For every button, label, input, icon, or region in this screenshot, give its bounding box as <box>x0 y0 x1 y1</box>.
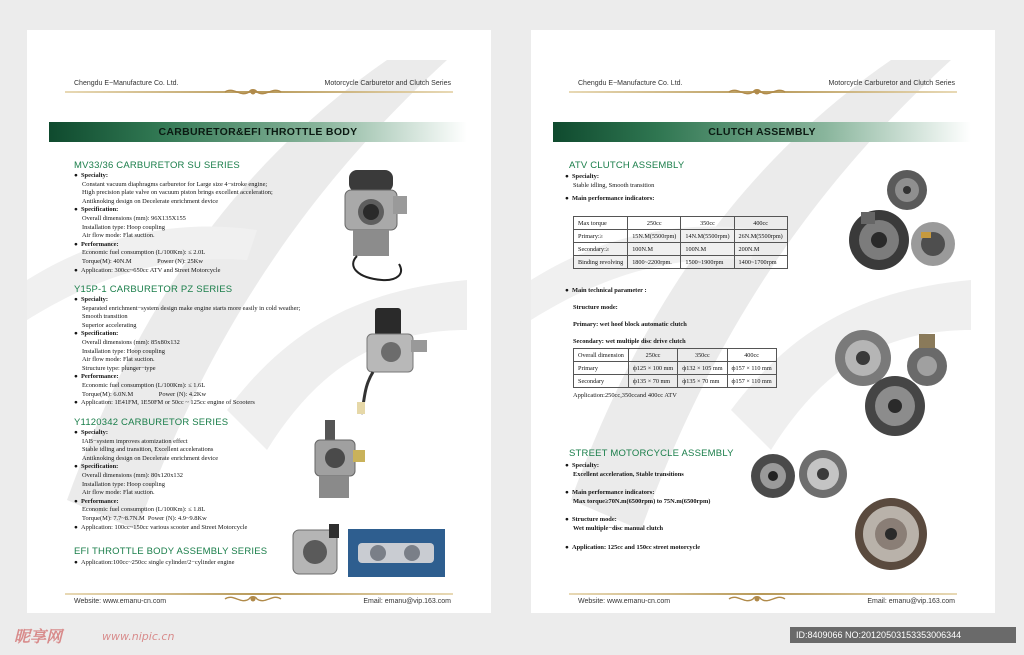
spec-line: Primary: wet hoof block automatic clutch <box>573 321 687 328</box>
table-cell: ф135 × 70 mm <box>628 375 677 388</box>
left-brochure-page <box>27 30 491 613</box>
footer-email: Email: emanu@vip.163.com <box>363 598 451 605</box>
series-name: Motorcycle Carburetor and Clutch Series <box>828 80 955 87</box>
spec-label: Structure mode: <box>572 516 617 524</box>
table-cell: 14N.M(5500rpm) <box>681 230 734 243</box>
ornament-icon <box>223 86 283 98</box>
efi-throttle-body-image <box>289 520 341 588</box>
table-cell: 250cc <box>628 217 681 230</box>
spec-list: ● Specialty: Constant vacuum diaphragms carburetor for Large size 4−stroke engine; High precision plate valve on vacuum piston brings excellent acceleration; Antiknoking design on Decelerate enrichment device ● Specification: Overall dimensions (mm): 96X135X155 Installation type: Hoop coupling Air flow mode: Flat suction. ● Performance: Economic fuel consumption (L/100Km): ≤ 2.0L Torque(M): 40N.M Power (N): 25Kw ● Application: 300cc~650cc ATV and Street Motorcycle <box>74 172 354 275</box>
atv-clutch-parts-image <box>829 330 953 438</box>
spec-line: Structure type: plunger−type <box>82 364 156 372</box>
table-row <box>574 375 777 388</box>
spec-line: Superior accelerating <box>82 321 137 329</box>
throttle-body-icon <box>348 529 445 577</box>
table-cell: 1400~1700rpm <box>734 256 787 269</box>
spec-line: Application: 125cc and 150cc street motorcycle <box>572 543 701 551</box>
spec-list: ● Application:100cc~250cc single cylinder/2−cylinder engine <box>74 559 235 566</box>
spec-line: Application: 300cc~650cc ATV and Street Motorcycle <box>81 266 221 274</box>
spec-line: Economic fuel consumption (L/100Km): ≤ 1.8L <box>82 506 206 514</box>
table-cell: 1500~1900rpm <box>681 256 734 269</box>
spec-list: ● Specialty: Excellent acceleration, Stable transitions ● Main performance indicators: Max torque≥70N.m(6500rpm) to 75N.m(6500rpm) ● Structure mode: Wet multiple−disc manual clutch ● Application: 125cc and 150cc street motorcycle <box>565 462 825 552</box>
nipic-watermark-url: www.nipic.cn <box>102 630 175 643</box>
table-cell: 250cc <box>628 349 677 362</box>
spec-line: Installation type: Hoop coupling <box>82 223 165 231</box>
spec-label: Main performance indicators: <box>572 489 655 497</box>
street-clutch-assembly-image <box>853 496 929 572</box>
spec-line: Antiknoking design on Decelerate enrichment device <box>82 454 219 462</box>
performance-table <box>573 216 788 269</box>
spec-line: Stable idling and transition, Excellent accelerations <box>82 446 214 454</box>
nipic-watermark-logo: 昵享网 <box>14 627 63 646</box>
table-cell: ф135 × 70 mm <box>678 375 727 388</box>
table-cell: 100N.M <box>681 243 734 256</box>
table-row <box>574 349 777 362</box>
spec-line: Constant vacuum diaphragms carburetor for Large size 4−stroke engine; <box>82 180 268 188</box>
spec-line: High precision plate valve on vacuum piston brings excellent acceleration; <box>82 189 273 197</box>
table-cell: Binding revolving <box>574 256 628 269</box>
table-cell: 350cc <box>681 217 734 230</box>
spec-line: Application: 1E41FM, 1E50FM or 50cc ~ 125cc engine of Scooters <box>81 399 255 407</box>
table-row <box>574 256 788 269</box>
footer-email: Email: emanu@vip.163.com <box>867 598 955 605</box>
ornament-icon <box>727 86 787 98</box>
company-name: Chengdu E−Manufacture Co. Ltd. <box>74 80 179 87</box>
image-id-bar <box>790 627 1016 643</box>
table-row <box>574 362 777 375</box>
table-cell: ф132 × 105 mm <box>678 362 727 375</box>
spec-line: Application: 100cc~150cc various scooter and Street Motorcycle <box>81 523 248 531</box>
spec-line: Torque(M): 7.7~8.7N.M Power (N): 4.9~9.8Kw <box>82 514 207 522</box>
table-row <box>574 230 788 243</box>
table-cell: Secondary:≥ <box>574 243 628 256</box>
carburetor-pz-image <box>353 302 439 420</box>
application-line: Application:250cc,350ccand 400cc ATV <box>573 392 677 399</box>
spec-line: Torque(M): 40N.M Power (N): 25Kw <box>82 257 203 265</box>
table-row <box>574 243 788 256</box>
spec-list: ● Specialty: IAB−system improves atomization effect Stable idling and transition, Excellent accelerations Antiknoking design on Decelerate enrichment device ● Specification: Overall dimensions (mm): 80x120x132 Installation type: Hoop coupling Air flow mode: Flat suction. ● Performance: Economic fuel consumption (L/100Km): ≤ 1.8L Torque(M): 7.7~8.7N.M Power (N): 4.9~9.8Kw ● Application: 100cc~150cc various scooter and Street Motorcycle <box>74 429 354 532</box>
spec-line: Overall dimensions (mm): 96X135X155 <box>82 214 186 222</box>
series-name: Motorcycle Carburetor and Clutch Series <box>324 80 451 87</box>
spec-line: Performance: <box>81 373 119 381</box>
table-cell: 400cc <box>727 349 776 362</box>
spec-line: Antiknoking design on Decelerate enrichment device <box>82 197 219 205</box>
table-cell: 15N.M(5500rpm) <box>628 230 681 243</box>
spec-line: Installation type: Hoop coupling <box>82 347 165 355</box>
spec-list: ● Main technical parameter : Structure mode: Primary: wet hoof block automatic clutch Secondary: wet multiple disc drive clutch <box>565 282 825 350</box>
street-clutch-pair-image <box>749 444 849 500</box>
throttle-body-photo <box>348 529 445 577</box>
ornament-icon <box>223 593 283 605</box>
spec-label: Specialty: <box>572 173 599 180</box>
company-name: Chengdu E−Manufacture Co. Ltd. <box>578 80 683 87</box>
table-cell: Overall dimension <box>574 349 629 362</box>
right-brochure-page <box>531 30 995 613</box>
spec-line: Secondary: wet multiple disc drive clutch <box>573 338 686 345</box>
atv-clutch-image <box>847 168 959 274</box>
spec-line: Air flow mode: Flat suction. <box>82 356 155 364</box>
spec-label: Specialty: <box>572 462 599 469</box>
spec-line: Overall dimensions (mm): 85x80x132 <box>82 338 180 346</box>
section-band <box>553 122 971 142</box>
spec-line: Specification: <box>81 463 119 471</box>
section-title: MV33/36 CARBURETOR SU SERIES <box>74 160 240 171</box>
ornament-icon <box>727 593 787 605</box>
spec-line: Stable idling, Smooth transition <box>573 181 655 189</box>
spec-line: Wet multiple−disc manual clutch <box>573 524 664 532</box>
spec-line: IAB−system improves atomization effect <box>82 437 188 445</box>
table-cell: 200N.M <box>734 243 787 256</box>
section-band <box>49 122 467 142</box>
footer-website: Website: www.emanu-cn.com <box>74 598 167 605</box>
table-cell: ф157 × 110 mm <box>727 362 776 375</box>
band-title: CLUTCH ASSEMBLY <box>708 126 816 138</box>
spec-line: Application:100cc~250cc single cylinder/2−cylinder engine <box>81 559 235 566</box>
spec-label: Main technical parameter : <box>572 287 647 294</box>
spec-line: Specification: <box>81 330 119 338</box>
image-id-text: ID:8409066 NO:20120503153353006344 <box>796 630 962 640</box>
spec-line: Separated enrichment−system design make engine starts more easily in cold weather; <box>82 304 301 312</box>
table-cell: Primary:≥ <box>574 230 628 243</box>
table-cell: 400cc <box>734 217 787 230</box>
spec-line: Specialty: <box>81 296 108 303</box>
table-cell: Secondary <box>574 375 629 388</box>
spec-line: Excellent acceleration, Stable transitions <box>573 470 684 478</box>
spec-list: ● Specialty: Separated enrichment−system design make engine starts more easily in cold weather; Smooth transition Superior accelerating ● Specification: Overall dimensions (mm): 85x80x132 Installation type: Hoop coupling Air flow mode: Flat suction. Structure type: plunger−type ● Performance: Economic fuel consumption (L/100Km): ≤ 1.6L Torque(M): 6.0N.M Power (N): 4.2Kw ● Application: 1E41FM, 1E50FM or 50cc ~ 125cc engine of Scooters <box>74 296 364 408</box>
spec-line: Specification: <box>81 206 119 214</box>
table-cell: 1800~2200rpm. <box>628 256 681 269</box>
spec-line: Structure mode: <box>573 304 618 311</box>
spec-line: Performance: <box>81 497 119 505</box>
section-title: EFI THROTTLE BODY ASSEMBLY SERIES <box>74 546 268 557</box>
spec-line: Smooth transition <box>82 313 128 321</box>
spec-line: Overall dimensions (mm): 80x120x132 <box>82 471 183 479</box>
spec-line: Economic fuel consumption (L/100Km): ≤ 2.0L <box>82 249 206 257</box>
spec-label: Main performance indicators: <box>572 195 655 203</box>
table-cell: 350cc <box>678 349 727 362</box>
table-row <box>574 217 788 230</box>
spec-line: Max torque≥70N.m(6500rpm) to 75N.m(6500rpm) <box>573 497 711 505</box>
table-cell: 26N.M(5500rpm) <box>734 230 787 243</box>
table-cell: Max torque <box>574 217 628 230</box>
spec-line: Performance: <box>81 240 119 248</box>
section-title: STREET MOTORCYCLE ASSEMBLY <box>569 448 734 459</box>
table-cell: 100N.M <box>628 243 681 256</box>
spec-line: Torque(M): 6.0N.M Power (N): 4.2Kw <box>82 390 207 398</box>
spec-list: ● Specialty: Stable idling, Smooth transition ● Main performance indicators: <box>565 173 825 204</box>
spec-line: Economic fuel consumption (L/100Km): ≤ 1.6L <box>82 381 206 389</box>
spec-line: Installation type: Hoop coupling <box>82 480 165 488</box>
dimension-table <box>573 348 777 388</box>
footer-website: Website: www.emanu-cn.com <box>578 598 671 605</box>
spec-line: Air flow mode: Flat suction. <box>82 489 155 497</box>
carburetor-y1120342-image <box>305 418 367 508</box>
table-cell: ф157 × 110 mm <box>727 375 776 388</box>
table-cell: ф125 × 100 mm <box>628 362 677 375</box>
carburetor-su-image <box>327 166 417 284</box>
section-title: Y15P-1 CARBURETOR PZ SERIES <box>74 284 233 295</box>
section-title: ATV CLUTCH ASSEMBLY <box>569 160 685 171</box>
table-cell: Primary <box>574 362 629 375</box>
band-title: CARBURETOR&EFI THROTTLE BODY <box>158 126 358 138</box>
spec-line: Air flow mode: Flat suction. <box>82 232 155 240</box>
section-title: Y1120342 CARBURETOR SERIES <box>74 417 229 428</box>
spec-line: Specialty: <box>81 172 108 179</box>
spec-line: Specialty: <box>81 429 108 436</box>
